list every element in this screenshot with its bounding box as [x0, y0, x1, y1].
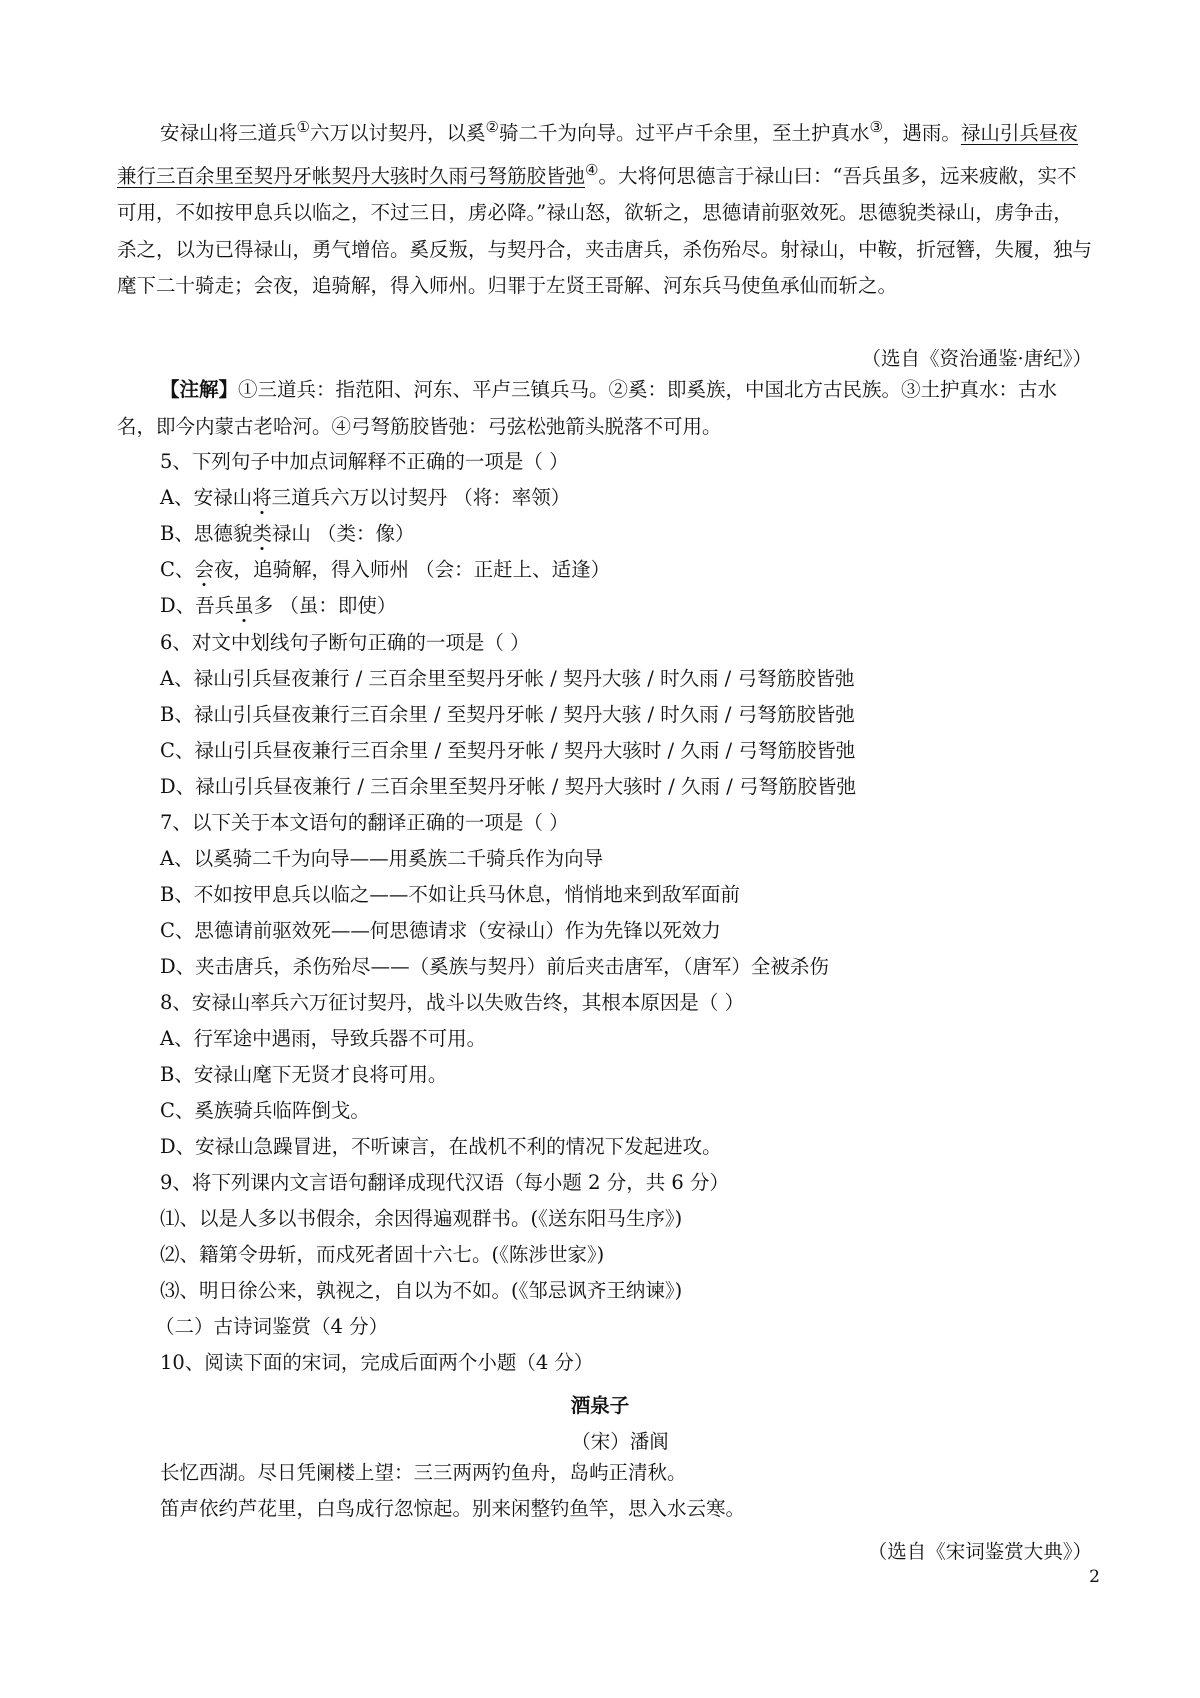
- q7-option-d: D、夹击唐兵，杀伤殆尽——（奚族与契丹）前后夹击唐军，（唐军）全被杀伤: [160, 955, 829, 978]
- poem-line-1: 长忆西湖。尽日凭阑楼上望：三三两两钓鱼舟，岛屿正清秋。: [160, 1461, 687, 1484]
- poem-title: 酒泉子: [570, 1394, 630, 1417]
- q6-stem: 6、对文中划线句子断句正确的一项是（ ）: [160, 631, 530, 654]
- page-number: 2: [1089, 1567, 1100, 1587]
- q7-option-b: B、不如按甲息兵以临之——不如让兵马休息，悄悄地来到敌军面前: [160, 883, 740, 906]
- passage-paragraph: [117, 109, 1092, 305]
- q5-option-c: C、会夜，追骑解，得入师州 （会：正赶上、适逢）: [160, 558, 611, 581]
- q6-option-d: D、禄山引兵昼夜兼行 / 三百余里至契丹牙帐 / 契丹大骇时 / 久雨 / 弓弩筋胶皆弛: [160, 775, 857, 798]
- dotted-word: 类: [252, 522, 272, 545]
- q9-sentence-1: ⑴、以是人多以书假余，余因得遍观群书。(《送东阳马生序》): [160, 1207, 683, 1230]
- q8-option-c: C、奚族骑兵临阵倒戈。: [160, 1099, 370, 1122]
- q9-stem: 9、将下列课内文言语句翻译成现代汉语（每小题 2 分，共 6 分）: [160, 1171, 730, 1194]
- q8-option-b: B、安禄山麾下无贤才良将可用。: [160, 1063, 448, 1086]
- dotted-word: 会: [194, 558, 214, 581]
- q6-option-b: B、禄山引兵昼夜兼行三百余里 / 至契丹牙帐 / 契丹大骇 / 时久雨 / 弓弩筋胶皆弛: [160, 703, 855, 726]
- q5-stem: 5、下列句子中加点词解释不正确的一项是（ ）: [160, 450, 569, 473]
- passage-text: 六万以讨契丹，以奚: [309, 121, 486, 145]
- note-marker-1: ①: [296, 118, 310, 136]
- q7-stem: 7、以下关于本文语句的翻译正确的一项是（ ）: [160, 811, 569, 834]
- q7-option-c: C、思德请前驱效死——何思德请求（安禄山）作为先锋以死效力: [160, 919, 721, 942]
- poem-source: （选自《宋词鉴赏大典》）: [867, 1540, 1092, 1563]
- poem-line-2: 笛声依约芦花里，白鸟成行忽惊起。别来闲整钓鱼竿，思入水云寒。: [160, 1497, 746, 1520]
- q8-stem: 8、安禄山率兵六万征讨契丹，战斗以失败告终，其根本原因是（ ）: [160, 991, 745, 1014]
- note-marker-2: ②: [485, 118, 499, 136]
- section-heading: （二）古诗词鉴赏（4 分）: [155, 1315, 389, 1338]
- poem-author: （宋）潘阆: [571, 1430, 669, 1453]
- q9-sentence-3: ⑶、明日徐公来，孰视之，自以为不如。(《邹忌讽齐王纳谏》): [160, 1279, 683, 1302]
- dotted-word: 将: [252, 486, 272, 509]
- passage-text: 骑二千为向导。过平卢千余里，至土护真水: [498, 121, 870, 145]
- q8-option-d: D、安禄山急躁冒进，不听谏言，在战机不利的情况下发起进攻。: [160, 1135, 722, 1158]
- q6-option-c: C、禄山引兵昼夜兼行三百余里 / 至契丹牙帐 / 契丹大骇时 / 久雨 / 弓弩筋胶皆弛: [160, 739, 856, 762]
- q9-sentence-2: ⑵、籍第令毋斩，而戍死者固十六七。(《陈涉世家》): [160, 1243, 605, 1266]
- q5-option-a: A、安禄山将三道兵六万以讨契丹 （将：率领）: [160, 486, 571, 509]
- passage-text: 。大将何思德言于禄山曰：“吾兵虽多，远来疲敝，实不可用，不如按甲息兵以临之，不过三日，虏必降。”禄山怒，欲斩之，思德请前驱效死。思德貌类禄山，虏争击，杀之，以为已得禄山，勇气增倍。奚反叛，与契丹合，夹击唐兵，杀伤殆尽。射禄山，中鞍，折冠簪，失履，独与麾下二十骑走；会夜，追骑解，得入师州。归罪于左贤王哥解、河东兵马使鱼承仙而斩之。: [117, 164, 1093, 297]
- notes-text: ①三道兵：指范阳、河东、平卢三镇兵马。②奚：即奚族，中国北方古民族。③土护真水：古水名，即今内蒙古老哈河。④弓弩筋胶皆弛：弓弦松弛箭头脱落不可用。: [117, 378, 1058, 438]
- q6-option-a: A、禄山引兵昼夜兼行 / 三百余里至契丹牙帐 / 契丹大骇 / 时久雨 / 弓弩筋胶皆弛: [160, 667, 855, 690]
- note-marker-4: ④: [585, 161, 599, 179]
- notes-paragraph: [117, 372, 1092, 445]
- q7-option-a: A、以奚骑二千为向导——用奚族二千骑兵作为向导: [160, 847, 604, 870]
- q10-stem: 10、阅读下面的宋词，完成后面两个小题（4 分）: [160, 1351, 594, 1374]
- q8-option-a: A、行军途中遇雨，导致兵器不可用。: [160, 1027, 487, 1050]
- dotted-word: 虽: [234, 594, 254, 617]
- q5-option-b: B、思德貌类禄山 （类：像）: [160, 522, 415, 545]
- underlined-sentence: 禄山引兵昼夜兼行三百余里至契丹牙帐契丹大骇时久雨弓弩筋胶皆弛: [117, 121, 1078, 188]
- passage-source: （选自《资治通鉴·唐纪》）: [861, 347, 1092, 370]
- passage-text: ，遇雨。: [882, 121, 961, 145]
- notes-label: 【注解】: [160, 378, 239, 401]
- passage-text: 安禄山将三道兵: [160, 121, 297, 145]
- note-marker-3: ③: [869, 118, 883, 136]
- q5-option-d: D、吾兵虽多 （虽：即使）: [160, 594, 397, 617]
